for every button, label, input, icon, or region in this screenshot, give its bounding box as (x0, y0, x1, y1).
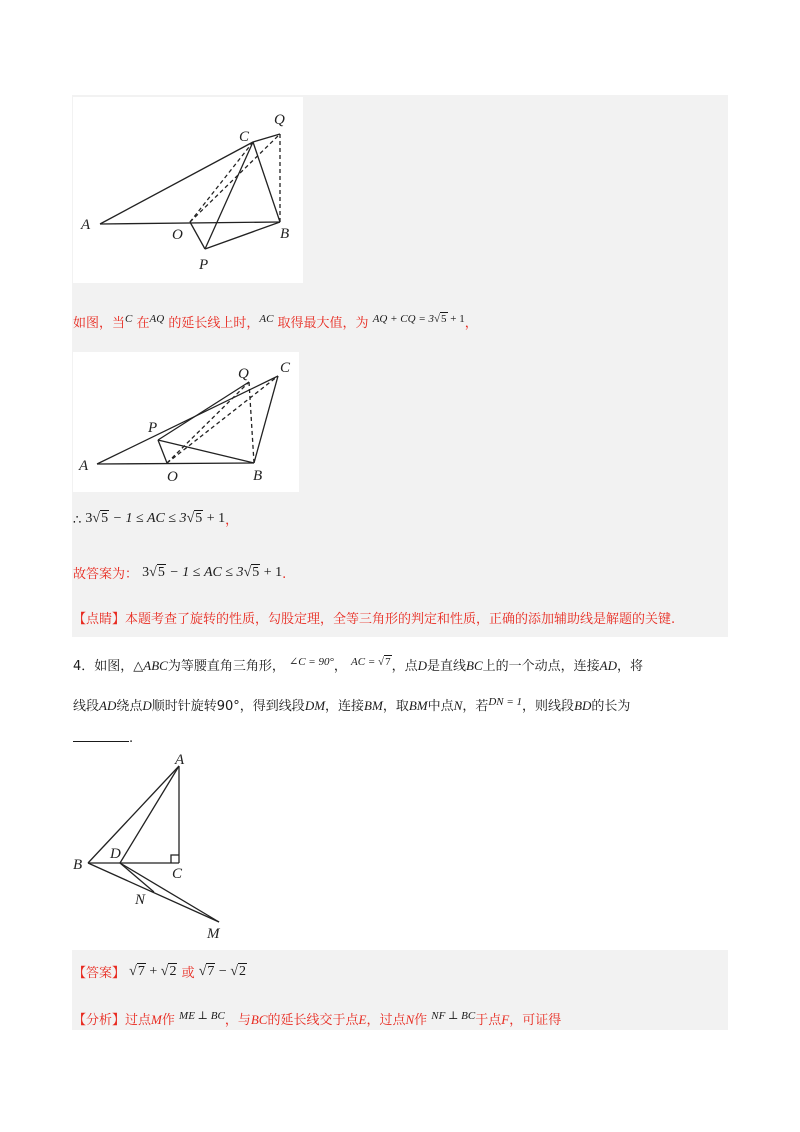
problem-number: 4．如图， (73, 659, 134, 674)
text: 的延长线上时， (168, 316, 260, 331)
var: N (453, 698, 463, 713)
text: 过点 (125, 1013, 152, 1028)
var: AD (99, 698, 117, 713)
text: 作 (414, 1013, 428, 1028)
punct: ， (333, 659, 347, 674)
var: DM (304, 698, 326, 713)
radicand: 5 (101, 511, 109, 526)
ac-length: AC = √7 (351, 656, 391, 668)
aq: AQ (149, 313, 165, 325)
inequality: 3√5 − 1 ≤ AC ≤ 3√5 + 1 (142, 565, 283, 580)
text: 为等腰直角三角形， (167, 659, 285, 674)
text: ，点 (391, 659, 418, 674)
radicand: 5 (441, 313, 447, 325)
analysis-line (73, 1006, 561, 1031)
text: ，连接 (325, 699, 365, 714)
label-Q: Q (274, 112, 285, 128)
var-ac (259, 313, 273, 325)
var-c (125, 313, 132, 325)
or: 或 (181, 966, 195, 981)
var-f: F (501, 1012, 510, 1027)
figure-2 (73, 352, 299, 492)
b: − 1 ≤ AC ≤ 3 (169, 565, 244, 580)
label-M: M (207, 926, 220, 942)
label-B: B (280, 226, 290, 242)
var-d: D (417, 658, 427, 673)
dn-value (488, 696, 522, 708)
label-C: C (280, 360, 291, 376)
var-m: M (151, 1012, 162, 1027)
problem4-line-1 (73, 652, 643, 677)
op: − (215, 964, 231, 979)
var-e: E (358, 1012, 367, 1027)
ac: AC = (351, 656, 379, 668)
angle: ∠C = 90° (289, 656, 334, 668)
solution-line-2 (73, 509, 238, 531)
comment-tag: 【点睛】 (73, 612, 126, 627)
ac: AC (259, 313, 274, 325)
answer-blank (73, 727, 129, 742)
label-B: B (253, 468, 263, 484)
text: 顺时针旋转90°，得到线段 (151, 699, 305, 714)
text: 在 (136, 316, 150, 331)
c: + 1 (263, 565, 283, 580)
figure-3-diagram (73, 752, 233, 944)
var-bc: BC (250, 1012, 268, 1027)
text: 的延长线交于点 (267, 1013, 359, 1028)
text: 中点 (427, 699, 454, 714)
text: 于点 (475, 1013, 502, 1028)
label-C: C (239, 129, 250, 145)
comment-line (73, 610, 675, 630)
text: ，将 (616, 659, 643, 674)
label-N: N (135, 892, 146, 908)
radicand: 2 (169, 964, 177, 979)
radicand: 7 (207, 964, 215, 979)
a: 3 (85, 511, 93, 526)
text: ，若 (462, 699, 489, 714)
nf-perp (431, 1010, 475, 1022)
text: 如图，当 (73, 316, 126, 331)
punct: ， (225, 513, 239, 528)
text: ，取 (382, 699, 409, 714)
text: ，与 (224, 1013, 251, 1028)
punct: . (282, 567, 287, 582)
text: ，可证得 (509, 1013, 562, 1028)
me: ME ⊥ BC (179, 1010, 225, 1022)
label-O: O (167, 469, 178, 485)
text: 作 (161, 1013, 175, 1028)
eq-left: AQ + CQ = 3 (372, 313, 434, 325)
label-B: B (73, 857, 83, 873)
op: + (145, 964, 161, 979)
equation-max: AQ + CQ = 3√5 + 1 (372, 313, 465, 325)
figure-2-diagram (73, 352, 299, 492)
var: D (142, 698, 152, 713)
problem4-line-2 (73, 692, 630, 717)
radicand: 5 (252, 565, 260, 580)
label-A: A (175, 752, 185, 768)
punct: . (129, 731, 134, 746)
text: ，过点 (366, 1013, 406, 1028)
triangle: △ABC (133, 658, 168, 673)
label-P: P (199, 257, 209, 273)
answer-value-1: √7 + √2 (129, 964, 177, 979)
nf: NF ⊥ BC (431, 1010, 476, 1022)
text: 的长为 (591, 699, 631, 714)
var: BM (408, 698, 428, 713)
solution-line-1 (73, 309, 478, 334)
text: ，则线段 (522, 699, 575, 714)
radicand: 5 (195, 511, 203, 526)
analysis-tag: 【分析】 (73, 1013, 126, 1028)
text: 取得最大值，为 (277, 316, 369, 331)
c: C (125, 313, 133, 325)
inequality: 3√5 − 1 ≤ AC ≤ 3√5 + 1 (85, 511, 226, 526)
text: 上的一个动点，连接 (482, 659, 600, 674)
problem4-line-3 (73, 727, 133, 749)
var-ad: AD (599, 658, 617, 673)
label-P: P (148, 420, 158, 436)
label-D: D (110, 846, 121, 862)
var-aq (150, 313, 165, 325)
radicand: 2 (239, 964, 247, 979)
text: 线段 (73, 699, 100, 714)
a: 3 (142, 565, 150, 580)
label-C: C (172, 866, 183, 882)
text: 是直线 (426, 659, 466, 674)
label-A: A (81, 217, 91, 233)
figure-1-diagram (73, 97, 303, 283)
b: − 1 ≤ AC ≤ 3 (112, 511, 187, 526)
label-A: A (79, 458, 89, 474)
var: BM (364, 698, 383, 713)
dn: DN = 1 (488, 696, 523, 708)
radicand: 7 (137, 964, 145, 979)
var-bc: BC (466, 658, 483, 673)
punct: ， (464, 316, 478, 331)
radicand: 7 (385, 656, 391, 668)
radicand: 5 (157, 565, 165, 580)
answer-prefix: 故答案为： (73, 567, 139, 582)
label-O: O (172, 227, 183, 243)
figure-3 (73, 752, 233, 944)
angle-c (289, 656, 334, 668)
me-perp (179, 1010, 225, 1022)
answer-value-2: √7 − √2 (198, 964, 247, 979)
comment-text: 本题考查了旋转的性质，勾股定理，全等三角形的判定和性质，正确的添加辅助线是解题的关键. (125, 612, 676, 627)
figure-1 (73, 97, 303, 283)
answer-tag: 【答案】 (73, 966, 126, 981)
answer-line (73, 962, 247, 984)
var-n: N (405, 1012, 415, 1027)
final-answer-line (73, 563, 286, 585)
label-Q: Q (238, 366, 249, 382)
var: BD (574, 698, 592, 713)
c: + 1 (206, 511, 226, 526)
eq-tail: + 1 (450, 313, 465, 325)
text: 绕点 (116, 699, 143, 714)
therefore: ∴ (73, 513, 82, 528)
